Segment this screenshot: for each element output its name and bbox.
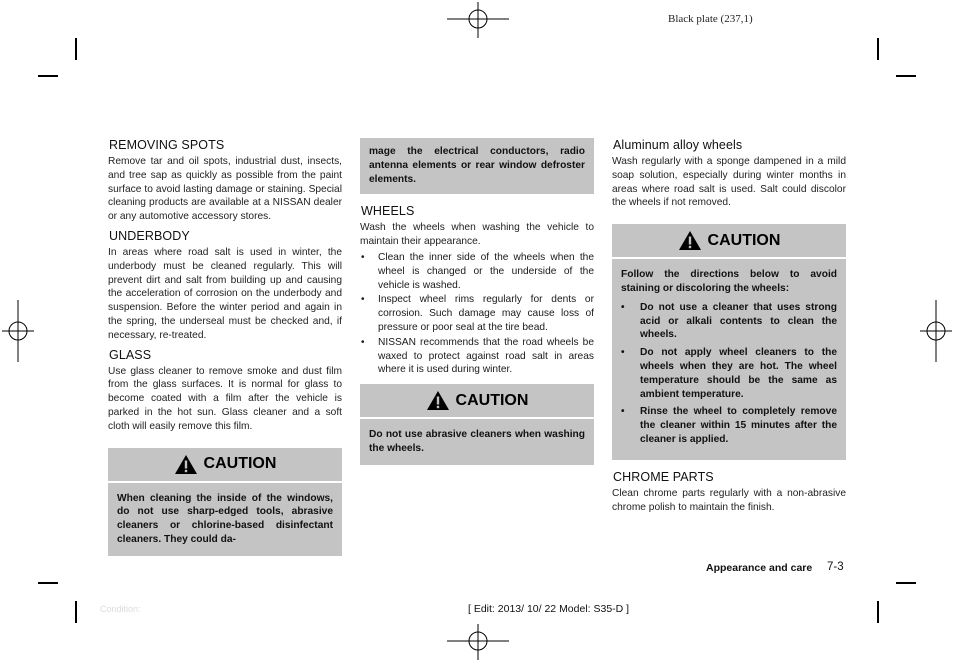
list-item: • Rinse the wheel to completely remove the cleaner within 15 minutes after the cleaner is applied. — [621, 405, 837, 446]
warning-triangle-icon — [174, 454, 198, 475]
chrome-parts-text: Clean chrome parts regularly with a non-abrasive chrome polish to maintain the finish. — [612, 487, 846, 513]
crop-mark — [877, 601, 879, 623]
condition-label: Condition: — [100, 604, 141, 614]
registration-mark-left — [2, 300, 34, 362]
list-item: • NISSAN recommends that the road wheels be waxed to protect against road salt in areas where it is used during winter. — [360, 336, 594, 377]
edit-info: [ Edit: 2013/ 10/ 22 Model: S35-D ] — [468, 603, 630, 615]
crop-mark — [75, 38, 77, 60]
registration-mark-bottom — [447, 624, 509, 660]
section-title-aluminum-wheels: Aluminum alloy wheels — [613, 138, 743, 152]
section-title-wheels: WHEELS — [361, 204, 415, 219]
underbody-text: In areas where road salt is used in winter, the underbody must be cleaned regularly. This will prevent dirt and salt from building up and causing the acceleration of corrosion on the underbody and suspension. Before the winter period and again in the spring, the underseal must be checked and, if necessary, re-treated. — [108, 246, 342, 341]
crop-mark — [75, 601, 77, 623]
column-left — [108, 138, 342, 556]
caution-header — [612, 224, 846, 259]
caution-title: CAUTION — [455, 391, 529, 409]
crop-mark — [38, 75, 58, 77]
glass-text: Use glass cleaner to remove smoke and dust film from the glass surfaces. It is normal for glass to become coated with a film after the vehicle is parked in the hot sun. Glass cleaner and a soft cloth will easily remove this film. — [108, 365, 342, 432]
caution-lead: Follow the directions below to avoid staining or discoloring the wheels: — [621, 269, 837, 294]
page-number: 7-3 — [827, 561, 844, 573]
removing-spots-text: Remove tar and oil spots, industrial dust, insects, and tree sap as quickly as possible from the paint surface to avoid lasting damage or staining. Special cleaning products are available at a NISSAN dealer or any automotive accessory stores. — [108, 156, 342, 223]
registration-mark-top — [447, 2, 509, 38]
caution-body — [612, 259, 846, 460]
crop-mark — [896, 75, 916, 77]
caution-text: When cleaning the inside of the windows, do not use sharp-edged tools, abrasive cleaners or chlorine-based disinfectant cleaners. They could da- — [117, 492, 333, 545]
caution-box-aluminum — [612, 224, 846, 460]
caution-title: CAUTION — [707, 231, 781, 249]
list-item: • Inspect wheel rims regularly for dents or corrosion. Such damage may cause loss of pressure or poor seal at the tire bead. — [360, 293, 594, 334]
caution-text: Do not use abrasive cleaners when washing the wheels. — [369, 429, 585, 454]
crop-mark — [38, 582, 58, 584]
caution-box-wheels — [360, 384, 594, 465]
caution-continuation: mage the electrical conductors, radio antenna elements or rear window defroster elements. — [360, 138, 594, 194]
caution-header — [108, 448, 342, 483]
warning-triangle-icon — [678, 230, 702, 251]
column-right — [612, 138, 846, 514]
section-title-glass: GLASS — [109, 347, 152, 362]
registration-mark-right — [920, 300, 952, 362]
crop-mark — [877, 38, 879, 60]
warning-triangle-icon — [426, 390, 450, 411]
aluminum-wheels-text: Wash regularly with a sponge dampened in a mild soap solution, especially during winter months in areas where road salt is used. Salt could discolor the wheels if not removed. — [612, 156, 846, 209]
caution-box-glass — [108, 448, 342, 556]
footer-section-title: Appearance and care — [706, 562, 813, 574]
caution-bullet-list — [621, 301, 837, 447]
column-middle — [360, 138, 594, 465]
wheels-intro: Wash the wheels when washing the vehicle to maintain their appearance. — [360, 222, 594, 248]
list-item: • Do not use a cleaner that uses strong acid or alkali contents to clean the wheels. — [621, 301, 837, 342]
wheels-bullet-list — [360, 251, 594, 377]
section-title-chrome-parts: CHROME PARTS — [613, 469, 714, 484]
list-item: • Do not apply wheel cleaners to the wheels when they are hot. The wheel temperature should be the same as ambient temperature. — [621, 346, 837, 401]
section-title-removing-spots: REMOVING SPOTS — [109, 138, 225, 152]
crop-mark — [896, 582, 916, 584]
section-title-underbody: UNDERBODY — [109, 228, 190, 243]
caution-title: CAUTION — [203, 455, 277, 473]
list-item: • Clean the inner side of the wheels when the wheel is changed or the underside of the vehicle is washed. — [360, 251, 594, 292]
caution-header — [360, 384, 594, 419]
plate-label: Black plate (237,1) — [668, 13, 753, 25]
